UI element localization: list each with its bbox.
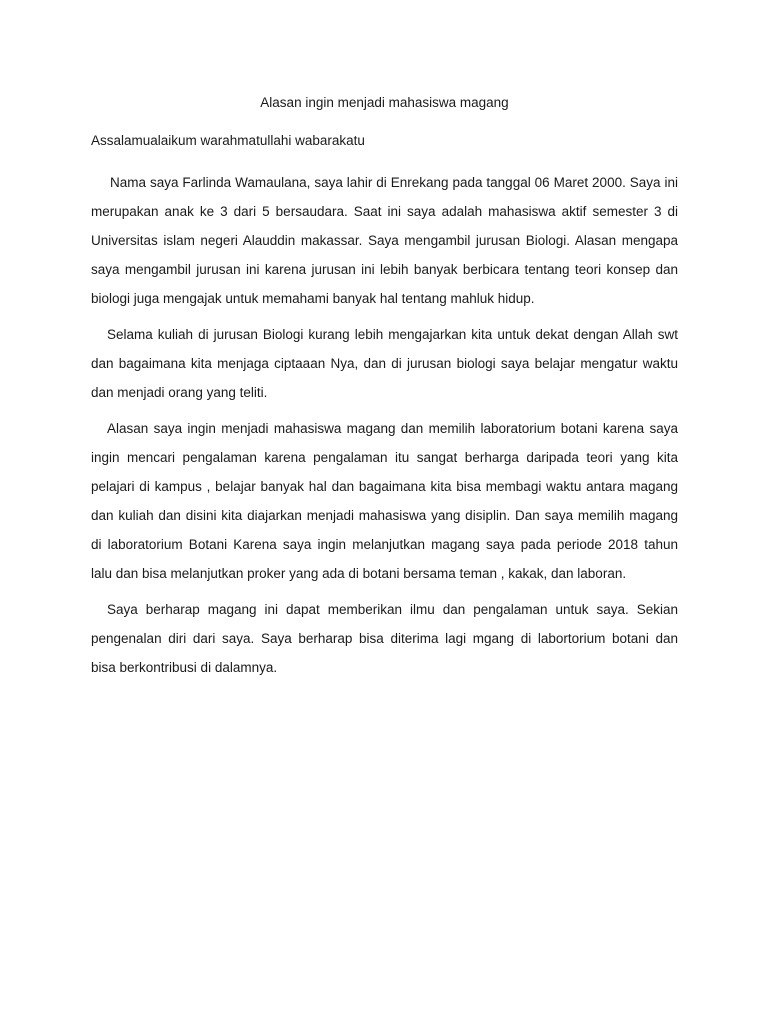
paragraph-line: merupakan anak ke 3 dari 5 bersaudara. Saat ini saya adalah mahasiswa aktif semester 3 di <box>91 204 678 219</box>
paragraph-line: biologi juga mengajak untuk memahami banyak hal tentang mahluk hidup. <box>91 291 535 306</box>
paragraph-line: pelajari di kampus , belajar banyak hal dan bagaimana kita bisa membagi waktu antara magang <box>91 479 678 494</box>
paragraph-line: lalu dan bisa melanjutkan proker yang ada di botani bersama teman , kakak, dan laboran. <box>91 566 627 581</box>
greeting-line: Assalamualaikum warahmatullahi wabarakatu <box>91 133 365 148</box>
paragraph-4 <box>91 595 678 682</box>
paragraph-line: dan menjadi orang yang teliti. <box>91 385 268 400</box>
paragraph-line: Nama saya Farlinda Wamaulana, saya lahir di Enrekang pada tanggal 06 Maret 2000. Saya ini <box>110 175 678 190</box>
document-title: Alasan ingin menjadi mahasiswa magang <box>260 95 509 110</box>
paragraph-line: dan kuliah dan disini kita diajarkan menjadi mahasiswa yang disiplin. Dan saya memilih magang <box>91 508 678 523</box>
paragraph-1 <box>91 168 678 313</box>
paragraph-line: dan bagaimana kita menjaga ciptaaan Nya, dan di jurusan biologi saya belajar mengatur waktu <box>91 356 678 371</box>
paragraph-line: bisa berkontribusi di dalamnya. <box>91 660 278 675</box>
paragraph-line: Selama kuliah di jurusan Biologi kurang lebih mengajarkan kita untuk dekat dengan Allah swt <box>107 327 678 342</box>
paragraph-line: pengenalan diri dari saya. Saya berharap bisa diterima lagi mgang di labortorium botani dan <box>91 631 678 646</box>
paragraph-line: ingin mencari pengalaman karena pengalaman itu sangat berharga daripada teori yang kita <box>91 450 678 465</box>
document-body <box>91 93 678 689</box>
paragraph-3 <box>91 414 678 588</box>
paragraph-line: Alasan saya ingin menjadi mahasiswa magang dan memilih laboratorium botani karena saya <box>107 421 678 436</box>
paragraph-line: Universitas islam negeri Alauddin makassar. Saya mengambil jurusan Biologi. Alasan mengapa <box>91 233 678 248</box>
paragraph-line: di laboratorium Botani Karena saya ingin melanjutkan magang saya pada periode 2018 tahun <box>91 537 678 552</box>
paragraph-2 <box>91 320 678 407</box>
paragraph-line: Saya berharap magang ini dapat memberikan ilmu dan pengalaman untuk saya. Sekian <box>107 602 678 617</box>
paragraph-line: saya mengambil jurusan ini karena jurusan ini lebih banyak berbicara tentang teori konsep dan <box>91 262 678 277</box>
